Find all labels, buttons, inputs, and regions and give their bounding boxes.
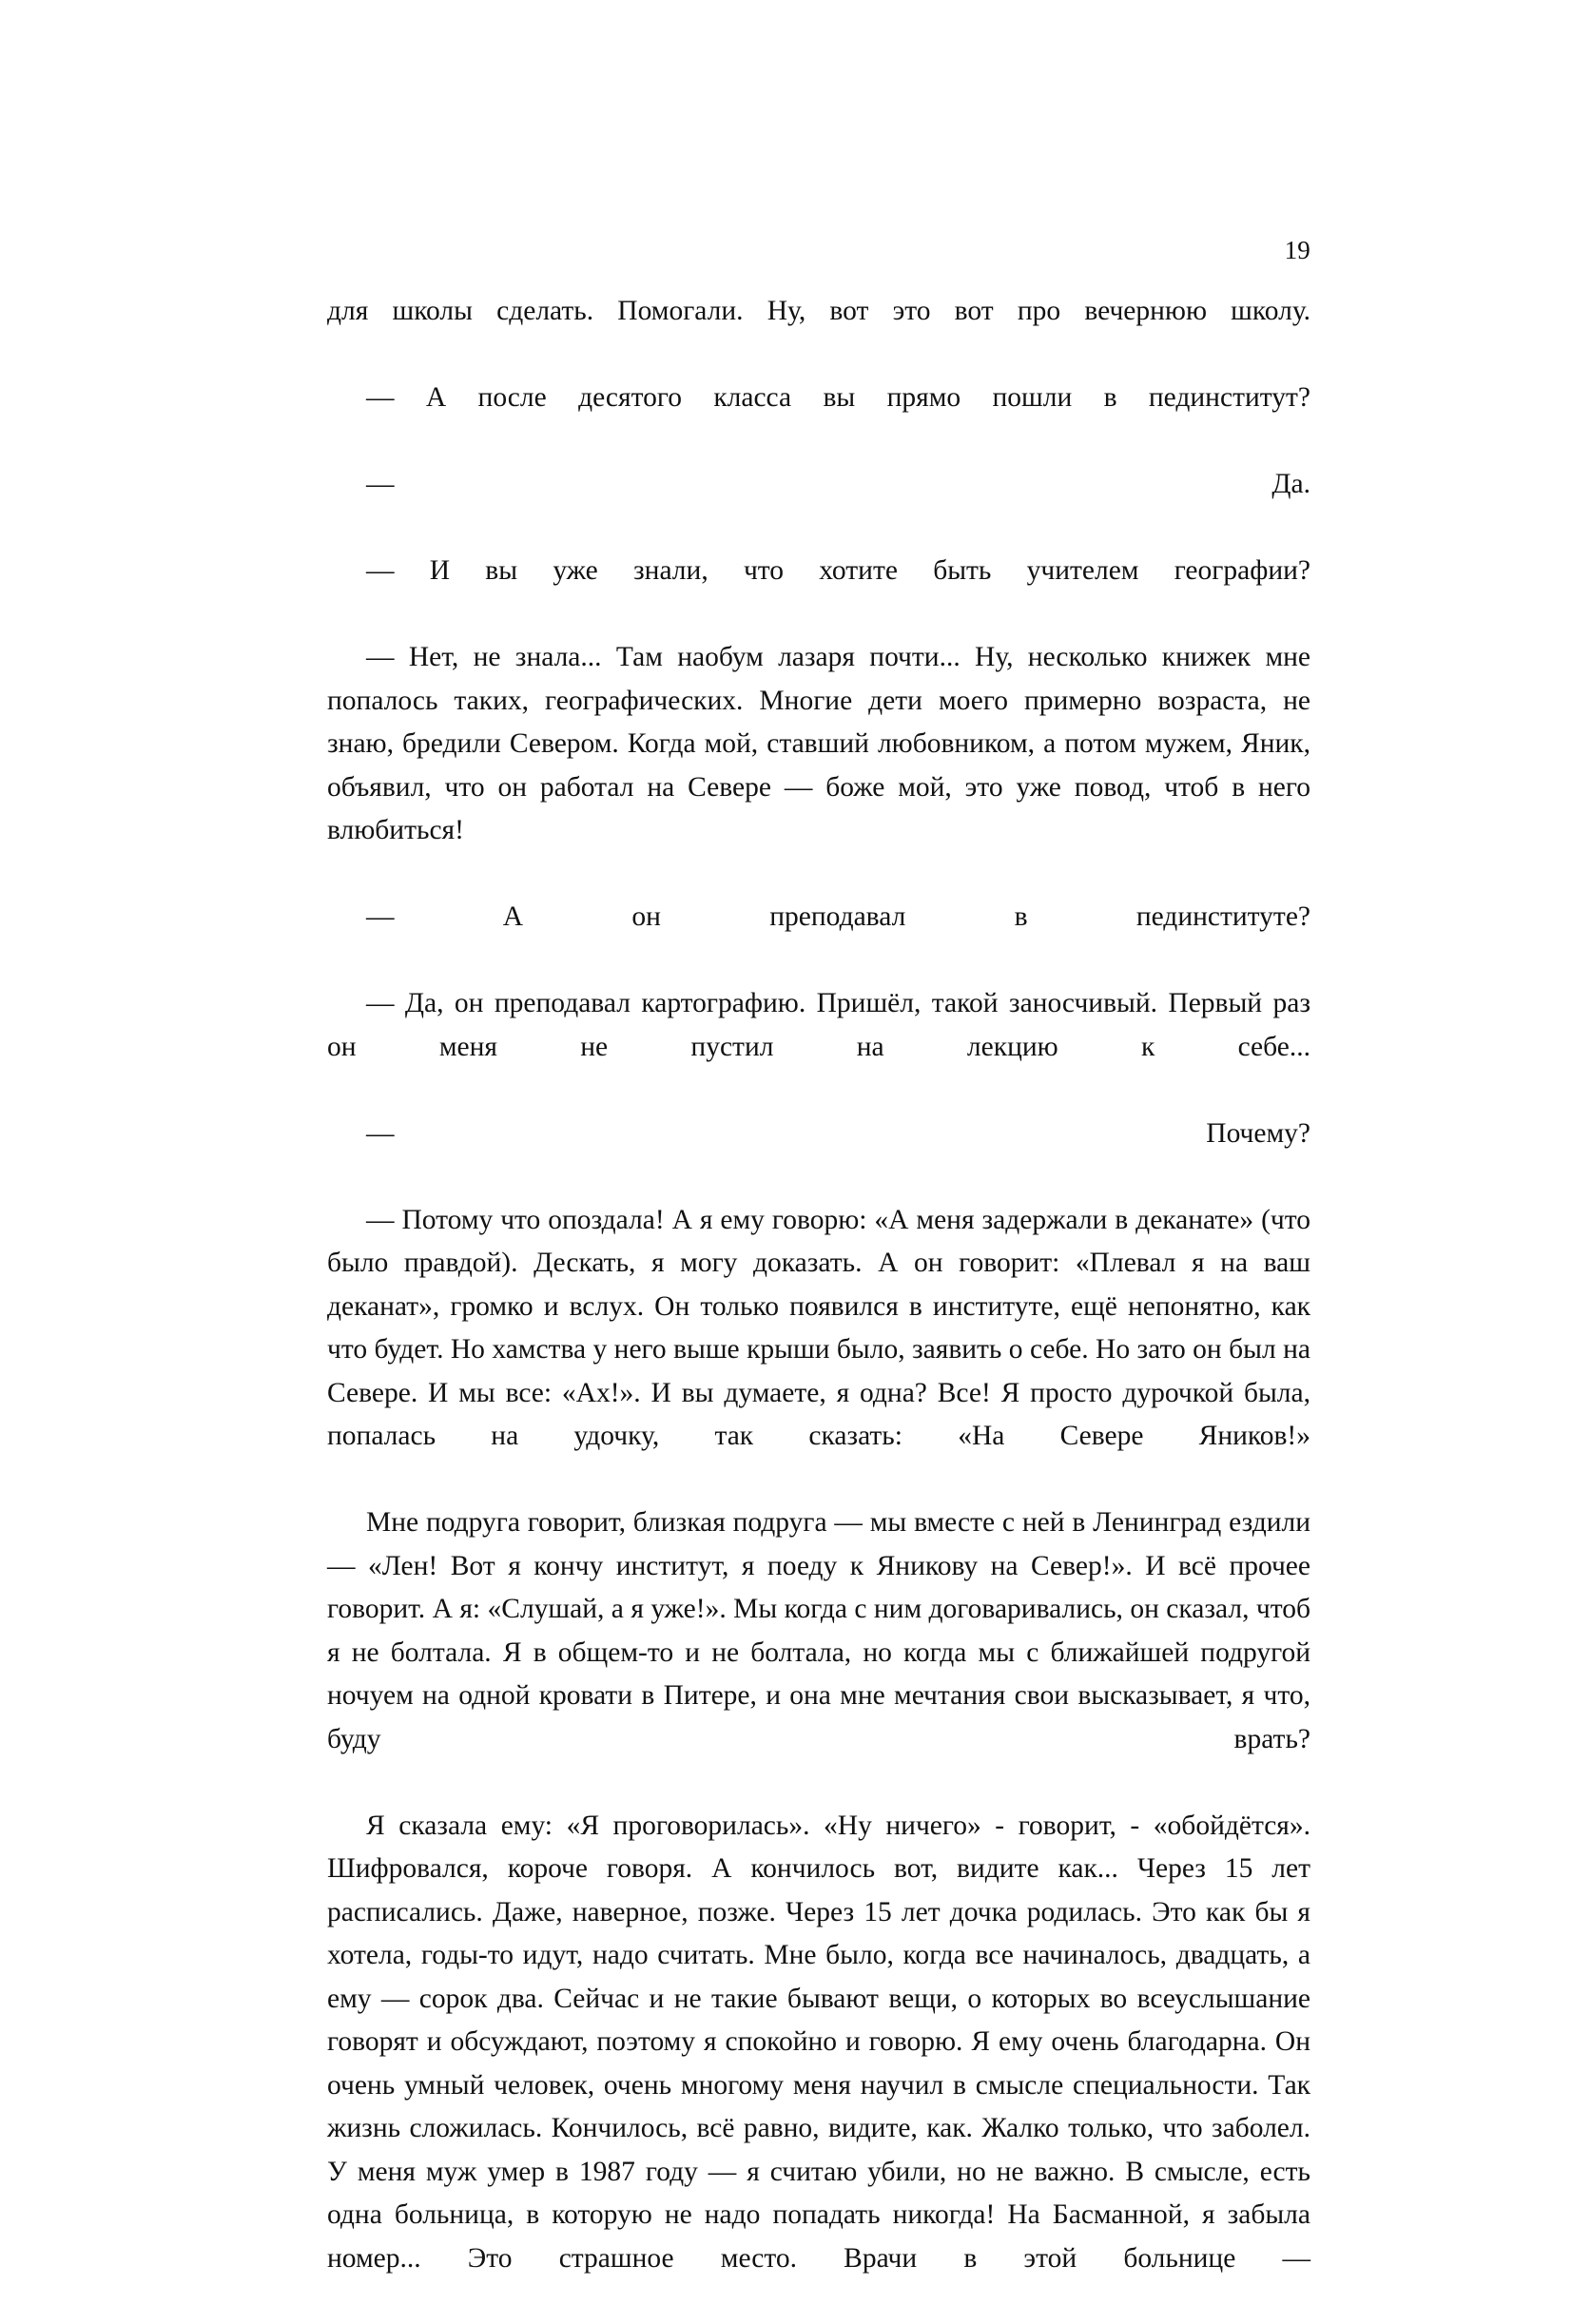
paragraph: Я сказала ему: «Я проговорилась». «Ну ничего» - говорит, - «обойдётся». Шифровался, короче говоря. А кончилось вот, видите как... Через 15 лет расписались. Даже, наверное, позже. Через 15 лет дочка родилась. Это как бы я хотела, годы-то идут, надо считать. Мне было, когда все начиналось, двадцать, а ему — сорок два. Сейчас и не такие бывают вещи, о которых во всеуслышание говорят и обсуждают, поэтому я спокойно и говорю. Я ему очень благодарна. Он очень умный человек, очень многому меня научил в смысле специальности. Так жизнь сложилась. Кончилось, всё равно, видите, как. Жалко только, что заболел. У меня муж умер в 1987 году — я считаю убили, но не важно. В смысле, есть одна больница, в которую не надо попадать никогда! На Басманной, я забыла номер... Это страшное место. Врачи в этой больнице — xyxy=(327,1810,1310,2274)
paragraph: — И вы уже знали, что хотите быть учителем географии? xyxy=(366,555,1310,586)
paragraph: — А он преподавал в пединституте? xyxy=(366,901,1310,932)
page-number: 19 xyxy=(1284,236,1310,264)
paragraph: — Да. xyxy=(366,469,1310,499)
paragraph: для школы сделать. Помогали. Ну, вот это вот про вечернюю школу. xyxy=(327,296,1310,326)
paragraph: — Да, он преподавал картографию. Пришёл, такой заносчивый. Первый раз он меня не пустил на лекцию к себе... xyxy=(327,988,1310,1062)
page-text-body xyxy=(327,290,1310,2324)
paragraph: — Почему? xyxy=(366,1117,1310,1149)
paragraph: — Нет, не знала... Там наобум лазаря почти... Ну, несколько книжек мне попалось таких, географических. Многие дети моего примерно возраста, не знаю, бредили Севером. Когда мой, ставший любовником, а потом мужем, Яник, объявил, что он работал на Севере — боже мой, это уже повод, чтоб в него влюбиться! xyxy=(327,642,1310,845)
paragraph: Мне подруга говорит, близкая подруга — мы вместе с ней в Ленинград ездили — «Лен! Вот я кончу институт, я поеду к Яникову на Север!». И всё прочее говорит. А я: «Слушай, а я уже!». Мы когда с ним договаривались, он сказал, чтоб я не болтала. Я в общем-то и не болтала, но когда мы с ближайшей подругой ночуем на одной кровати в Питере, и она мне мечтания свои высказывает, я что, буду врать? xyxy=(327,1507,1310,1754)
paragraph: — А после десятого класса вы прямо пошли в пединститут? xyxy=(366,382,1310,413)
paragraph: — Потому что опоздала! А я ему говорю: «А меня задержали в деканате» (что было правдой). Дескать, я могу доказать. А он говорит: «Плевал я на ваш деканат», громко и вслух. Он только появился в институте, ещё непонятно, как что будет. Но хамства у него выше крыши было, заявить о себе. Но зато он был на Севере. И мы все: «Ах!». И вы думаете, я одна? Все! Я просто дурочкой была, попалась на удочку, так сказать: «На Севере Яников!» xyxy=(327,1204,1310,1451)
